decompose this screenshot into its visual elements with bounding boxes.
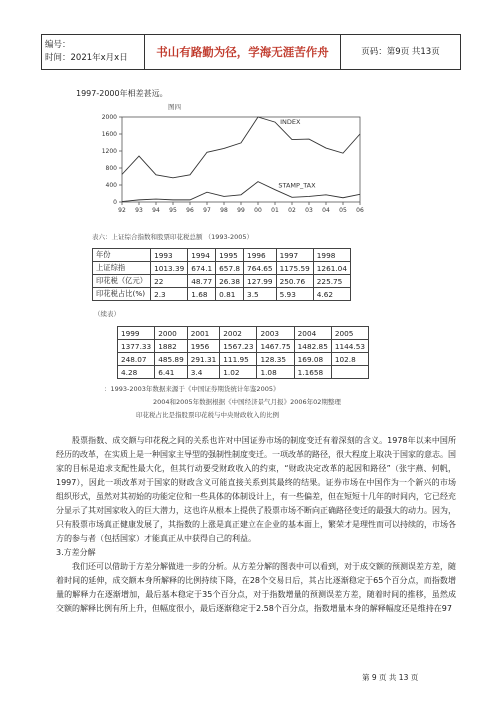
header-page-cell bbox=[341, 35, 460, 69]
plot-frame bbox=[122, 117, 360, 202]
series-label-index: INDEX bbox=[280, 118, 301, 127]
motto: 书山有路勤为径，学海无涯苦作舟 bbox=[156, 44, 329, 59]
table1-caption: 表六：上证综合指数和股票印花税总额 （1993-2005） bbox=[92, 233, 253, 241]
x-tick-label: 05 bbox=[339, 207, 347, 214]
table1-cell: 1175.59 bbox=[276, 262, 313, 275]
table2-cell: 1882 bbox=[155, 340, 188, 353]
table2-cell bbox=[331, 366, 368, 379]
body-text bbox=[56, 434, 456, 616]
table1-cell: 657.8 bbox=[216, 262, 244, 275]
header-motto-cell bbox=[145, 35, 341, 69]
table2-cell: 3.4 bbox=[187, 366, 220, 379]
table2-row bbox=[118, 366, 369, 379]
table1-cell: 4.62 bbox=[313, 288, 350, 301]
table1-cell: 5.93 bbox=[276, 288, 313, 301]
table2-cell: 6.41 bbox=[155, 366, 188, 379]
table2-row bbox=[118, 340, 369, 353]
table2-cell: 2003 bbox=[257, 327, 294, 340]
y-tick-label: 800 bbox=[105, 165, 117, 172]
table1-cell: 3.5 bbox=[244, 288, 277, 301]
table1-cell: 1998 bbox=[313, 249, 350, 262]
table1-cell: 0.81 bbox=[216, 288, 244, 301]
table1-cell: 1996 bbox=[244, 249, 277, 262]
series-lines bbox=[122, 117, 360, 202]
table-index-tax-continued bbox=[117, 326, 369, 379]
table2-cell: 169.08 bbox=[294, 353, 331, 366]
table1-cell: 1995 bbox=[216, 249, 244, 262]
line-chart bbox=[90, 112, 390, 216]
table1-cell: 250.76 bbox=[276, 275, 313, 288]
table2-cell: 291.31 bbox=[187, 353, 220, 366]
table2-cell: 2004 bbox=[294, 327, 331, 340]
table2-cell: 1.08 bbox=[257, 366, 294, 379]
table-index-tax bbox=[92, 248, 351, 301]
y-tick-label: 1200 bbox=[101, 148, 117, 155]
table1-cell: 22 bbox=[151, 275, 188, 288]
x-axis-ticks bbox=[118, 202, 364, 214]
y-tick-label: 0 bbox=[113, 199, 117, 206]
table1-cell: 1997 bbox=[276, 249, 313, 262]
table2-cell: 1.02 bbox=[220, 366, 257, 379]
y-tick-label: 2000 bbox=[101, 114, 117, 121]
table1-row bbox=[93, 249, 351, 262]
x-tick-label: 06 bbox=[356, 207, 364, 214]
table1-cell: 127.99 bbox=[244, 275, 277, 288]
x-tick-label: 01 bbox=[271, 207, 279, 214]
table1-cell: 上证综指 bbox=[93, 262, 151, 275]
source-note-3: 印花税占比是指股票印花税与中央财政收入的比例 bbox=[136, 411, 279, 419]
page-info: 页码：第9页 共13页 bbox=[361, 46, 440, 57]
table1-row bbox=[93, 288, 351, 301]
table2-cell: 4.28 bbox=[118, 366, 155, 379]
time-label: 时间：2021年x月x日 bbox=[45, 53, 128, 63]
table1-cell: 26.38 bbox=[216, 275, 244, 288]
intro-line: 1997-2000年相差甚远。 bbox=[76, 89, 168, 98]
table1-cell: 764.65 bbox=[244, 262, 277, 275]
table2-cell: 102.8 bbox=[331, 353, 368, 366]
section-heading: 3.方差分解 bbox=[56, 548, 96, 557]
table1-row bbox=[93, 275, 351, 288]
table1-cell: 674.1 bbox=[188, 262, 216, 275]
table2-cell: 1999 bbox=[118, 327, 155, 340]
table2-cell: 1.1658 bbox=[294, 366, 331, 379]
table1-cell: 1013.39 bbox=[151, 262, 188, 275]
y-tick-label: 400 bbox=[105, 182, 117, 189]
number-label: 编号： bbox=[45, 40, 71, 50]
figure-label: 图四 bbox=[168, 103, 181, 111]
table2-cell: 1567.23 bbox=[220, 340, 257, 353]
paragraph-2: 我们还可以借助于方差分解做进一步的分析。从方差分解的图表中可以看到，对于成交额的预测误差方差，随着时间的延伸，成交额本身所解释的比例持续下降，在28个交易日后，其占比逐渐稳定于65个百分点，而指数增量的解释力在逐渐增加，最后基本稳定于35个百分点，对于指数增量的预测误差方差，随着时间的推移，虽然成交额的解释比例有所上升，但幅度很小，最后逐渐稳定于2.58个百分点，指数增量本身的解释幅度还是维持在97 bbox=[56, 562, 456, 613]
table1-cell: 48.77 bbox=[188, 275, 216, 288]
table2-cell: 1144.53 bbox=[331, 340, 368, 353]
table1-cell: 1.68 bbox=[188, 288, 216, 301]
table2-row bbox=[118, 327, 369, 340]
series-label-stamp-tax: STAMP_TAX bbox=[278, 181, 316, 190]
x-tick-label: 92 bbox=[118, 207, 126, 214]
continued-label: （续表） bbox=[94, 310, 120, 318]
x-tick-label: 04 bbox=[322, 207, 330, 214]
source-note-1: ：1993-2003年数据来源于《中国证券期货统计年鉴2005》 bbox=[104, 385, 280, 393]
header-meta bbox=[42, 35, 145, 69]
table2-cell: 1377.33 bbox=[118, 340, 155, 353]
page-header bbox=[41, 34, 461, 70]
table2-cell: 2000 bbox=[155, 327, 188, 340]
x-tick-label: 96 bbox=[186, 207, 194, 214]
x-tick-label: 03 bbox=[305, 207, 313, 214]
table2-cell: 2001 bbox=[187, 327, 220, 340]
y-tick-label: 1600 bbox=[101, 131, 117, 138]
table1-row bbox=[93, 262, 351, 275]
x-tick-label: 02 bbox=[288, 207, 296, 214]
table2-cell: 248.07 bbox=[118, 353, 155, 366]
x-tick-label: 94 bbox=[152, 207, 160, 214]
table2-cell: 2005 bbox=[331, 327, 368, 340]
x-tick-label: 95 bbox=[169, 207, 177, 214]
series-line-stamp-tax bbox=[122, 182, 360, 202]
table1-cell: 1994 bbox=[188, 249, 216, 262]
table2-cell: 2002 bbox=[220, 327, 257, 340]
series-line-index bbox=[122, 117, 360, 178]
table1-cell: 印花税占比(%) bbox=[93, 288, 151, 301]
table1-cell: 1993 bbox=[151, 249, 188, 262]
table1-cell: 2.3 bbox=[151, 288, 188, 301]
table1-cell: 225.75 bbox=[313, 275, 350, 288]
table1-cell: 年份 bbox=[93, 249, 151, 262]
table2-cell: 111.95 bbox=[220, 353, 257, 366]
table2-cell: 1482.85 bbox=[294, 340, 331, 353]
x-tick-label: 98 bbox=[220, 207, 228, 214]
table2-cell: 1956 bbox=[187, 340, 220, 353]
x-tick-label: 00 bbox=[254, 207, 262, 214]
x-tick-label: 99 bbox=[237, 207, 245, 214]
table1-cell: 印花税（亿元） bbox=[93, 275, 151, 288]
table2-cell: 128.35 bbox=[257, 353, 294, 366]
table2-row bbox=[118, 353, 369, 366]
table2-cell: 485.89 bbox=[155, 353, 188, 366]
y-axis-ticks bbox=[102, 114, 122, 206]
table1-cell: 1261.04 bbox=[313, 262, 350, 275]
x-tick-label: 97 bbox=[203, 207, 211, 214]
page-footer: 第 9 页 共 13 页 bbox=[362, 673, 419, 682]
paragraph-1: 股票指数、成交额与印花税之间的关系也许对中国证券市场的制度变迁有着深刻的含义。1978年以来中国所经历的改革，在实质上是一种国家主导型的强制性制度变迁。一项改革的路径，很大程度上取决于国家的意志。国家的目标是追求支配性最大化，但其行动要受财政收入的约束，“财政决定改革的起因和路径”（张宇燕、何帆，1997），因此一项改革对于国家的财政含义可能直接关系到其最终的结果。证券市场在中国作为一个新兴的市场组织形式，虽然对其初始的功能定位和一些具体的体制设计上，有一些偏差，但在短短十几年的时间内，它已经充分显示了其对国家收入的巨大潜力，这也许从根本上提供了股票市场不断向正确路径变迁的最强大的动力。因为，只有股票市场真正健康发展了，其指数的上涨是真正建立在企业的基本面上，繁荣才是理性而可以持续的，市场各方的参与者（包括国家）才能真正从中获得自己的利益。 bbox=[56, 436, 456, 543]
source-note-2: 2004和2005年数据根据《中国经济景气月报》2006年02期整理 bbox=[153, 398, 341, 406]
x-tick-label: 93 bbox=[135, 207, 143, 214]
table2-cell: 1467.75 bbox=[257, 340, 294, 353]
